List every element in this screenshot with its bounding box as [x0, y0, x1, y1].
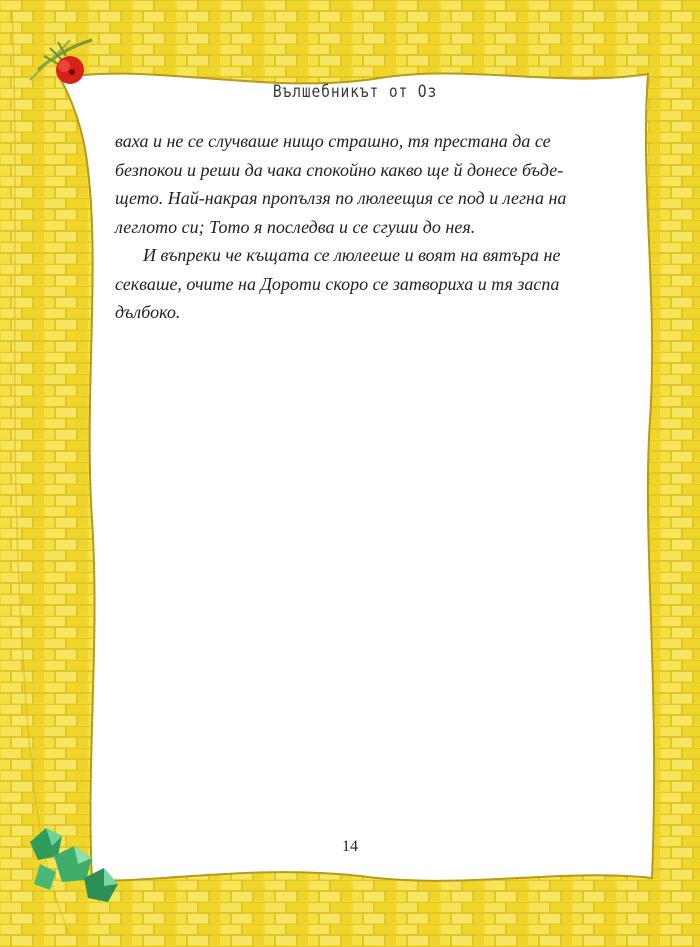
text-line: секваше, очите на Дороти скоро се затвориха и тя заспа: [115, 273, 560, 294]
text-line: дълбоко.: [115, 302, 181, 322]
text-line: леглото си; Тото я последва и се сгуши до нея.: [115, 216, 476, 237]
running-head-title: Вълшебникът от Оз: [272, 82, 438, 102]
page-number: 14: [342, 838, 358, 855]
text-line: ваха и не се случваше нищо страшно, тя престана да се: [115, 131, 551, 151]
text-line: И въпреки че къщата се люлееше и воят на вятъра не: [143, 245, 561, 265]
text-line: щето. Най-накрая пропълзя по люлеещия се под и легна на: [115, 188, 567, 208]
paragraph-2: [115, 241, 655, 327]
text-line: безпокои и реши да чака спокойно какво ще й донесе бъде-: [115, 159, 564, 180]
body-text: [115, 127, 655, 327]
paragraph-1: [115, 127, 655, 241]
